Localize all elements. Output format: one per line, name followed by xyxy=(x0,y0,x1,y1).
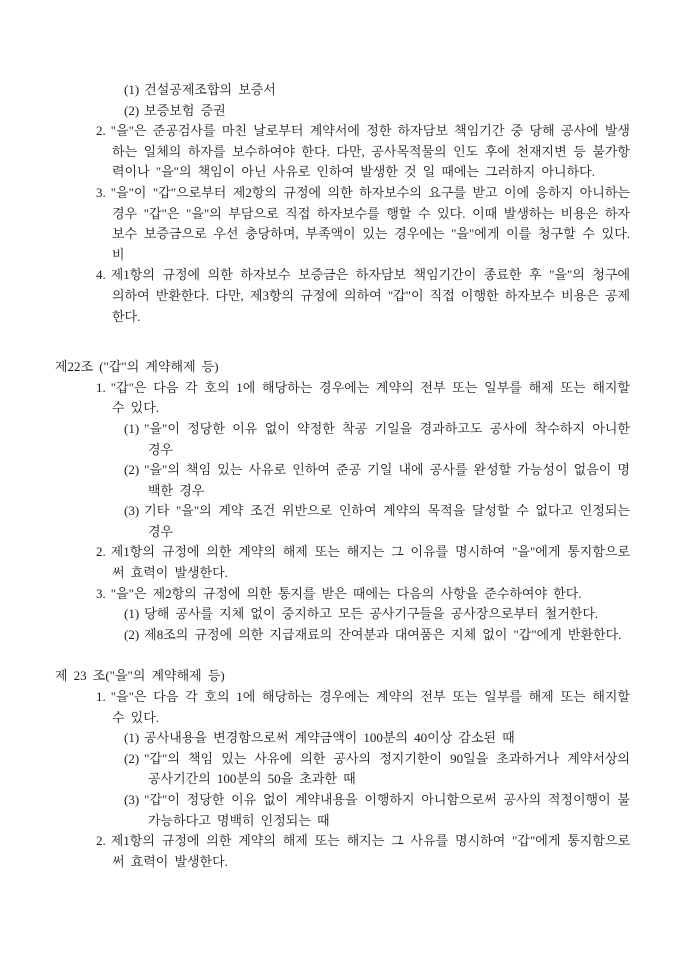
clause-subitem xyxy=(55,501,630,542)
subitem-text: "갑"이 정당한 이유 없이 계약내용을 이행하지 아니함으로써 공사의 적정이행이 불가능하다고 명백히 인정되는 때 xyxy=(144,792,630,828)
subitem-marker: (1) xyxy=(124,420,140,436)
item-text: "을"은 다음 각 호의 1에 해당하는 경우에는 계약의 전부 또는 일부를 해제 또는 해지할 수 있다. xyxy=(110,689,630,725)
subitem-text: "을"의 책임 있는 사유로 인하여 준공 기일 내에 공사를 완성할 가능성이 없음이 명백한 경우 xyxy=(144,462,630,498)
clause-item xyxy=(55,831,630,872)
clause-item xyxy=(55,378,630,419)
clause-subitem xyxy=(55,790,630,831)
subitem-marker: (2) xyxy=(124,750,140,766)
item-text: "을"은 제2항의 규정에 의한 통지를 받은 때에는 다음의 사항을 준수하여야 한다. xyxy=(110,585,582,601)
subitem-marker: (2) xyxy=(124,626,140,642)
clause-subitem xyxy=(55,604,630,625)
article-heading-text: 제 23 조("을"의 계약해제 등) xyxy=(55,668,225,684)
clause-subitem xyxy=(55,625,630,646)
item-text: "갑"은 다음 각 호의 1에 해당하는 경우에는 계약의 전부 또는 일부를 해제 또는 해지할 수 있다. xyxy=(110,379,630,416)
clause-subitem xyxy=(55,749,630,790)
clause-item xyxy=(55,542,630,583)
article-heading-text: 제22조 ("갑"의 계약해제 등) xyxy=(55,359,219,375)
clause-item xyxy=(55,265,630,327)
subitem-text: 보증보험 증권 xyxy=(144,102,226,118)
subitem-text: 공사내용을 변경함으로써 계약금액이 100분의 40이상 감소된 때 xyxy=(144,730,515,746)
subitem-text: 제8조의 규정에 의한 지급재료의 잔여분과 대여품은 지체 없이 "갑"에게 반환한다. xyxy=(144,626,622,642)
item-marker: 2. xyxy=(96,833,106,849)
item-marker: 4. xyxy=(96,267,106,283)
item-text: 제1항의 규정에 의한 하자보수 보증금은 하자담보 책임기간이 종료한 후 "을"의 청구에 의하여 반환한다. 다만, 제3항의 규정에 의하여 "갑"이 직접 이행한 하자보수 비용은 공제한다. xyxy=(110,267,630,324)
item-marker: 3. xyxy=(96,585,106,601)
clause-subitem xyxy=(55,80,630,101)
subitem-marker: (1) xyxy=(124,82,140,97)
clause-item xyxy=(55,183,630,265)
subitem-marker: (2) xyxy=(124,102,140,118)
subitem-text: 건설공제조합의 보증서 xyxy=(144,82,276,97)
item-text: "을"이 "갑"으로부터 제2항의 규정에 의한 하자보수의 요구를 받고 이에 응하지 아니하는 경우 "갑"은 "을"의 부담으로 직접 하자보수를 행할 수 있다. 이때 발생하는 비용은 하자보수 보증금으로 우선 충당하며, 부족액이 있는 경우에는 "을"에게 이를 청구할 수 있다.비 xyxy=(110,184,630,262)
clause-item xyxy=(55,121,630,183)
clause-item xyxy=(55,584,630,605)
subitem-marker: (3) xyxy=(124,792,140,807)
article-heading-23 xyxy=(55,666,630,687)
item-text: 제1항의 규정에 의한 계약의 해제 또는 해지는 그 사유를 명시하여 "갑"에게 통지함으로써 효력이 발생한다. xyxy=(110,833,630,869)
article-heading-22 xyxy=(55,357,630,378)
subitem-text: "을"이 정당한 이유 없이 약정한 착공 기일을 경과하고도 공사에 착수하지 아니한 경우 xyxy=(144,420,630,457)
item-marker: 2. xyxy=(96,123,106,139)
item-text: 제1항의 규정에 의한 계약의 해제 또는 해지는 그 이유를 명시하여 "을"에게 통지함으로써 효력이 발생한다. xyxy=(110,544,630,581)
subitem-text: "갑"의 책임 있는 사유에 의한 공사의 정지기한이 90일을 초과하거나 계약서상의 공사기간의 100분의 50을 초과한 때 xyxy=(144,750,630,787)
subitem-text: 당해 공사를 지체 없이 중지하고 모든 공사기구들을 공사장으로부터 철거한다. xyxy=(144,606,599,622)
clause-subitem xyxy=(55,728,630,749)
subitem-marker: (1) xyxy=(124,730,140,746)
clause-subitem xyxy=(55,101,630,122)
subitem-text: 기타 "을"의 계약 조건 위반으로 인하여 계약의 목적을 달성할 수 없다고 인정되는 경우 xyxy=(144,503,630,539)
item-marker: 1. xyxy=(96,379,106,395)
clause-subitem xyxy=(55,460,630,501)
item-marker: 2. xyxy=(96,544,106,560)
subitem-marker: (3) xyxy=(124,503,140,519)
clause-subitem xyxy=(55,419,630,460)
subitem-marker: (2) xyxy=(124,462,140,478)
clause-item xyxy=(55,687,630,728)
subitem-marker: (1) xyxy=(124,606,140,622)
item-text: "을"은 준공검사를 마친 날로부터 계약서에 정한 하자담보 책임기간 중 당해 공사에 발생하는 일체의 하자를 보수하여야 한다. 다만, 공사목적물의 인도 후에 천재지변 등 불가항력이나 "을"의 책임이 아닌 사유로 인하여 발생한 것 일 때에는 그러하지 아니하다. xyxy=(110,123,630,180)
item-marker: 1. xyxy=(96,689,106,705)
item-marker: 3. xyxy=(96,184,106,200)
